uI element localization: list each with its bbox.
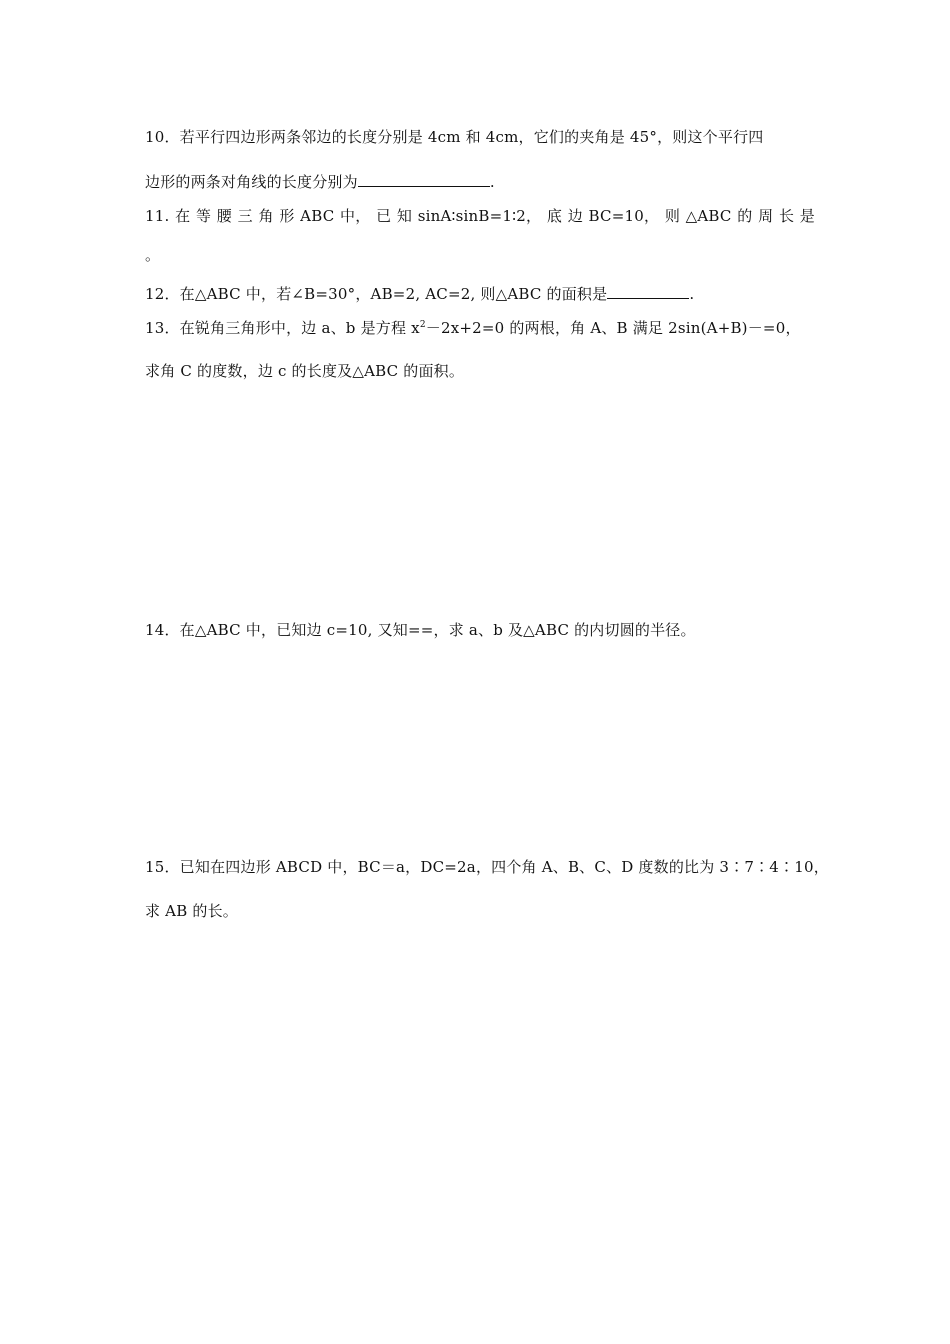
question-15-line-1 <box>145 857 829 877</box>
question-11-word: BC=10， <box>588 207 660 225</box>
question-11-word: sinA∶sinB=1∶2， <box>417 207 542 225</box>
question-11-line-1 <box>145 206 815 226</box>
question-11-word: 是 <box>799 207 815 225</box>
question-11-word: 角 <box>258 207 274 225</box>
question-11-word: 等 <box>195 207 212 225</box>
question-10-text-1: 10．若平行四边形两条邻边的长度分别是 4cm 和 4cm，它们的夹角是 45°，则这个平行四 <box>145 128 764 146</box>
question-13-line-1 <box>145 318 815 338</box>
question-11-word: 知 <box>396 207 413 225</box>
question-11-word: 则 <box>664 207 681 225</box>
question-10-line-1 <box>145 127 815 147</box>
question-11-word: 三 <box>237 207 253 225</box>
question-11-word: △ABC <box>685 207 732 225</box>
question-11-word: 中， <box>340 207 371 225</box>
question-11-word: 边 <box>567 207 583 225</box>
question-11-line-2 <box>145 245 815 265</box>
question-10-end: . <box>489 173 495 191</box>
question-10-text-2: 边形的两条对角线的长度分别为 <box>145 173 358 191</box>
question-11-word: 周 <box>758 207 774 225</box>
question-14-text: 14．在△ABC 中，已知边 c=10, 又知==，求 a、b 及△ABC 的内切圆的半径。 <box>145 621 696 639</box>
question-11-word: 已 <box>376 207 392 225</box>
question-15-text-1: 15．已知在四边形 ABCD 中，BC＝a，DC=2a，四个角 A、B、C、D 度数的比为 3∶7∶4∶10， <box>145 858 829 876</box>
question-14-line <box>145 620 815 640</box>
question-10-line-2 <box>145 170 815 192</box>
answer-blank-10[interactable] <box>358 170 490 187</box>
question-11-word: 在 <box>175 207 191 225</box>
question-12-text: 12．在△ABC 中，若∠B=30°，AB=2, AC=2, 则△ABC 的面积是 <box>145 285 608 303</box>
question-13-text-1a: 13．在锐角三角形中，边 a、b 是方程 x <box>145 319 420 337</box>
question-11-word: ABC <box>300 207 335 225</box>
question-13-line-2 <box>145 361 815 381</box>
question-12-line <box>145 282 815 304</box>
question-11-word: 的 <box>737 207 753 225</box>
question-11-word: 底 <box>546 207 563 225</box>
question-13-exponent: 2 <box>419 320 426 330</box>
question-11-word: 11. <box>145 207 170 225</box>
question-11-word: 形 <box>279 207 295 225</box>
question-11-word: 腰 <box>216 207 232 225</box>
question-11-text-2: 。 <box>145 246 161 264</box>
question-15-line-2 <box>145 901 815 921</box>
question-12-end: . <box>689 285 695 303</box>
question-13-text-1b: －2x+2=0 的两根，角 A、B 满足 2sin(A+B)－=0， <box>425 319 801 337</box>
question-11-word: 长 <box>778 207 795 225</box>
answer-blank-12[interactable] <box>607 282 689 299</box>
question-15-text-2: 求 AB 的长。 <box>145 902 238 920</box>
question-13-text-2: 求角 C 的度数，边 c 的长度及△ABC 的面积。 <box>145 362 465 380</box>
